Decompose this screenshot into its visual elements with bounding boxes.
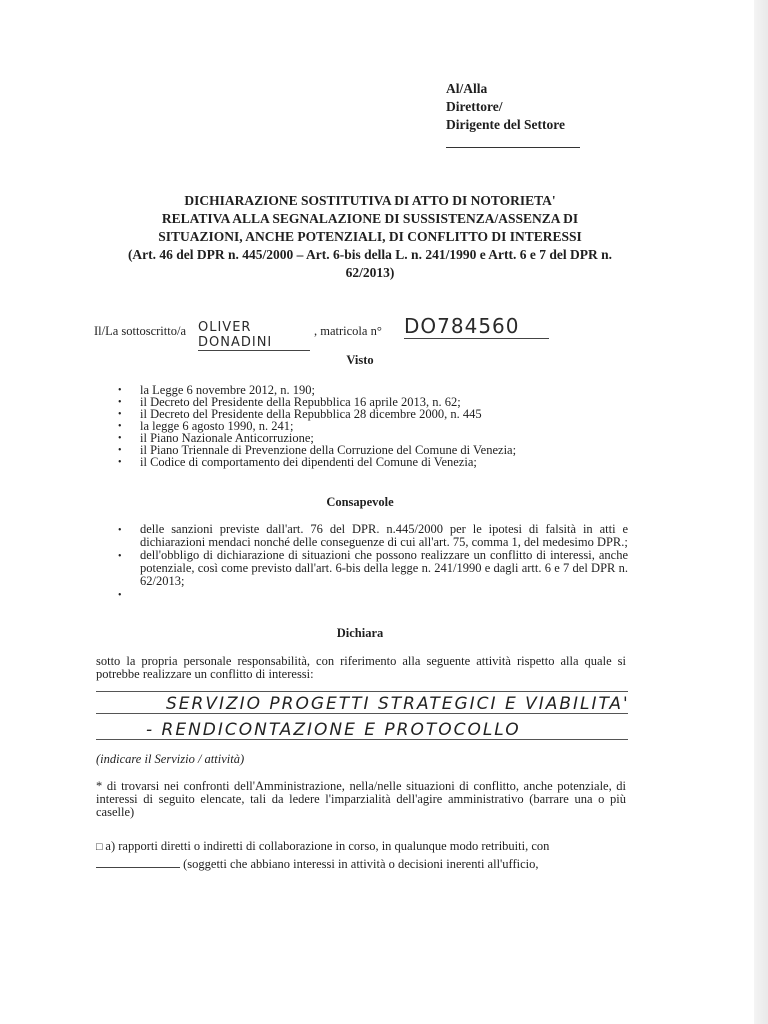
title-line-3: SITUAZIONI, ANCHE POTENZIALI, DI CONFLITTO DI INTERESSI [158,229,582,244]
addressee-line-3: Dirigente del Settore [446,117,565,132]
star-marker: * [96,779,107,793]
list-item: • delle sanzioni previste dall'art. 76 del DPR. n.445/2000 per le ipotesi di falsità in atti e dichiarazioni mendaci nonché delle conseguenze di cui all'art. 75, comma 1, del medesimo DPR.; [118,522,628,549]
list-item: • il Piano Nazionale Anticorruzione; [118,431,314,445]
service-caption: (indicare il Servizio / attività) [96,752,245,766]
list-item: • il Decreto del Presidente della Repubblica 28 dicembre 2000, n. 445 [118,407,482,421]
addressee-line-2: Direttore/ [446,99,503,114]
list-item: • dell'obbligo di dichiarazione di situazioni che possono realizzare un conflitto di interessi, anche potenziale, così come previsto dall'art. 6-bis della legge n. 241/1990 e dagli artt. 6 e 7 del DPR n. 62/2013; [118,548,628,588]
list-item: • il Piano Triennale di Prevenzione della Corruzione del Comune di Venezia; [118,443,517,457]
list-item: • la legge 6 agosto 1990, n. 241; [118,419,294,433]
blank-line-1 [96,690,628,692]
addressee-line-1: Al/Alla [446,81,488,96]
addressee-blank-line [446,146,580,148]
star-paragraph: * di trovarsi nei confronti dell'Amministrazione, nella/nelle situazioni di conflitto, anche potenziale, di interessi di seguito elencate, tali da ledere l'imparzialità dell'agire amministrativo (barrare una o più caselle) [96,779,627,819]
list-item: • il Codice di comportamento dei dipendenti del Comune di Venezia; [118,455,477,469]
scan-edge [754,0,768,1024]
declarant-name-field: OLIVER DONADINI [198,320,310,351]
title-line-2: RELATIVA ALLA SEGNALAZIONE DI SUSSISTENZA/ASSENZA DI [161,211,579,226]
list-item: • la Legge 6 novembre 2012, n. 190; [118,383,315,397]
consapevole-list [118,523,628,601]
option-a-text-1: a) rapporti diretti o indiretti di collaborazione in corso, in qualunque modo retribuiti, con [105,839,550,853]
dichiara-intro: sotto la propria personale responsabilità, con riferimento alla seguente attività rispetto alla quale si potrebbe realizzare un conflitto di interessi: [96,654,626,681]
option-a [96,840,626,871]
visto-list [118,384,516,468]
blank-line-2 [96,712,628,714]
declarant-row [94,314,574,350]
declarant-label: Il/La sottoscritto/a [94,324,186,338]
checkbox-a[interactable]: □ [96,841,106,853]
addressee-block [446,80,580,148]
title-line-5: 62/2013) [345,265,395,280]
option-a-blank[interactable] [96,866,180,868]
matricola-label: , matricola n° [314,324,382,338]
handwritten-service-2: - RENDICONTAZIONE E PROTOCOLLO [146,720,521,740]
list-item: • il Decreto del Presidente della Repubblica 16 aprile 2013, n. 62; [118,395,461,409]
consapevole-heading: Consapevole [326,495,394,509]
blank-line-3 [96,738,628,740]
title-line-4: (Art. 46 del DPR n. 445/2000 – Art. 6-bis della L. n. 241/1990 e Artt. 6 e 7 del DPR n. [127,247,613,262]
matricola-field: DO784560 [404,314,549,339]
document-title [80,192,660,282]
handwritten-service-1: SERVIZIO PROGETTI STRATEGICI E VIABILITA' [166,694,630,714]
dichiara-heading: Dichiara [336,626,384,640]
list-item-empty: • [118,590,122,601]
option-a-text-2: (soggetti che abbiano interessi in attività o decisioni inerenti all'ufficio, [183,857,539,871]
visto-heading: Visto [346,353,374,367]
title-line-1: DICHIARAZIONE SOSTITUTIVA DI ATTO DI NOTORIETA' [184,193,556,208]
